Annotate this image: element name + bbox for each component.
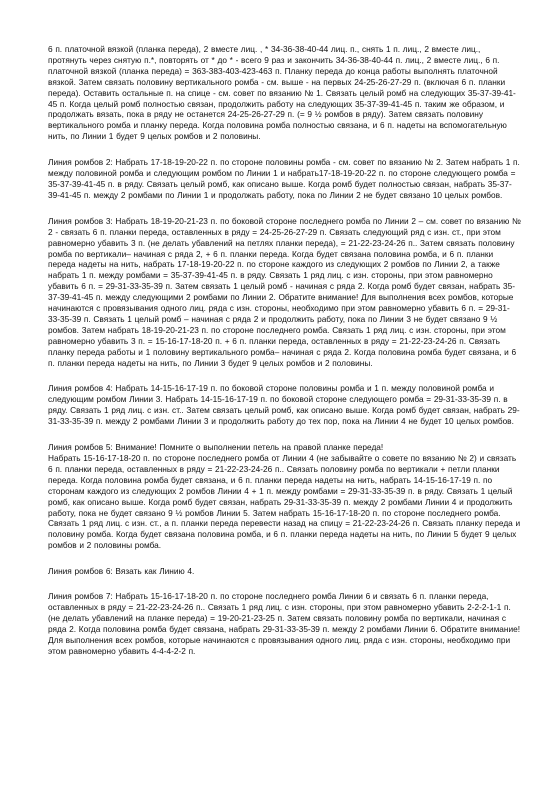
paragraph-line-7: Линия ромбов 7: Набрать 15-16-17-18-20 п. по стороне последнего ромба Линии 6 и связать 6 п. планки переда, оставленных в ряду = 21-22-23-24-26 п.. Связать 1 ряд лиц. с изн. стороны, при этом равномерно убавить 2-2-2-1-1 п. (не делать убавлений на планке переда) = 19-20-21-23-25 п. Затем связать половину ромба по вертикали, начиная с ряда 2. Когда половина ромба будет связана, набрать 29-31-33-35-39 п. между 2 ромбами Линии 6. Обратите внимание! Для выполнения всех ромбов, которые начинаются с провязывания одного лиц. ряда с изн. стороны, необходимо при этом равномерно убавить 4-4-4-2-2 п. — [48, 591, 521, 656]
paragraph-line-4: Линия ромбов 4: Набрать 14-15-16-17-19 п. по боковой стороне половины ромба и 1 п. между половиной ромба и следующим ромбом Линии 3. Набрать 14-15-16-17-19 п. по боковой стороне следующего ромба = 29-31-33-35-39 п. в ряду. Связать 1 ряд лиц. с изн. ст.. Затем связать целый ромб, как описано выше. Когда ромб будет связан, набрать 29-31-33-35-39 п. между 2 ромбами Линии 3 и продолжить работу до тех пор, пока на Линии 4 не будет 10 целых ромбов. — [48, 383, 520, 427]
paragraph-line-1: 6 п. платочной вязкой (планка переда), 2 вместе лиц. , * 34-36-38-40-44 лиц. п., снять 1 п. лиц., 2 вместе лиц., протянуть через снятую п.*, повторять от * до * - всего 9 раз и закончить 34-36-38-40-44 п. лиц., 2 вместе лиц., 6 п. платочной вязкой (планка переда) = 363-383-403-423-463 п. Планку переда до конца работы выполнять платочной вязкой. Затем связать половину вертикального ромба - см. выше - на первых 24-25-26-27-29 п. (включая 6 п. планки переда). Оставить остальные п. на спице - см. совет по вязанию № 1. Связать целый ромб на следующих 35-37-39-41-45 п. Когда целый ромб полностью связан, продолжить работу на следующих 35-37-39-41-45 п. таким же образом, и продолжать вязать, пока в ряду не останется 24-25-26-27-29 п. (= 9 ½ ромбов в ряду). Затем связать половину вертикального ромба и планку переда. Когда половина ромба полностью связана, и 6 п. надеты на вспомогательную нить, по Линии 1 будет 9 целых ромбов и 2 половины. — [48, 44, 516, 142]
paragraph-line-6: Линия ромбов 6: Вязать как Линию 4. — [48, 566, 195, 577]
paragraph-line-2: Линия ромбов 2: Набрать 17-18-19-20-22 п. по стороне половины ромба - см. совет по вязанию № 2. Затем набрать 1 п. между половиной ромба и следующим ромбом по Линии 1 и набрать17-18-19-20-22 п. по стороне следующего ромба = 35-37-39-41-45 п. в ряду. Связать целый ромб, как описано выше. Когда ромб будет полностью связан, набрать 35-37-39-41-45 п. между 2 ромбами по Линии 1 и продолжать работу, пока по Линии 2 не будет связано 10 целых ромбов. — [48, 157, 520, 200]
paragraph-line-5: Линия ромбов 5: Внимание! Помните о выполнении петель на правой планке переда! Набрать 15-16-17-18-20 п. по стороне последнего ромба от Линии 4 (не забывайте о совете по вязанию № 2) и связать 6 п. планки переда, оставленных в ряду = 21-22-23-24-26 п.. Связать половину ромба по вертикали + петли планки переда. Когда половина ромба будет связана, и 6 п. планки переда надеты на нить, набрать 14-15-16-17-19 п. по сторонам каждого из следующих 2 ромбов Линии 4 + 1 п. между ромбами = 29-31-33-35-39 п. в ряду. Связать 1 целый ромб, как описано выше. Когда ромб будет связан, набрать 29-31-33-35-39 п. между 2 ромбами Линии 4 и продолжить работу, пока не будет связано 9 ½ ромбов Линии 5. Затем набрать 15-16-17-18-20 п. по стороне последнего ромба. Связать 1 ряд лиц. с изн. ст., а п. планки переда перевести назад на спицу = 21-22-23-24-26 п. Связать планку переда и половину ромба. Когда будет связана половина ромба, и 6 п. планки переда надеты на нить, по Линии 5 будет 9 целых ромбов и 2 половины ромба. — [48, 442, 521, 551]
paragraph-line-3: Линия ромбов 3: Набрать 18-19-20-21-23 п. по боковой стороне последнего ромба по Линии 2 – см. совет по вязанию № 2 - связать 6 п. планки переда, оставленных в ряду = 24-25-26-27-29 п. Связать следующий ряд с изн. ст., при этом равномерно убавить 3 п. (не делать убавлений на петлях планки переда), = 21-22-23-24-26 п.. Затем связать половину ромба по вертикали– начиная с ряда 2, + 6 п. планки переда. Когда будет связана половина ромба, и 6 п. планки переда надеты на нить, набрать 17-18-19-20-22 п. по стороне каждого из следующих 2 ромбов по Линии 2, а также набрать 1 п. между ромбами = 35-37-39-41-45 п. в ряду. Связать 1 ряд лиц. с изн. стороны, при этом равномерно убавить 6 п. = 29-31-33-35-39 п. Затем связать 1 целый ромб - начиная с ряда 2. Когда ромб будет связан, набрать 35-37-39-41-45 п. между следующими 2 ромбами по Линии 2. Обратите внимание! Для выполнения всех ромбов, которые начинаются с провязывания одного лиц. ряда с изн. стороны, необходимо при этом равномерно убавить 6 п. = 29-31-33-35-39 п. Связать 1 целый ромб – начиная с ряда 2 и продолжить работу, пока по Линии 3 не будет связано 9 ½ ромбов. Затем набрать 18-19-20-21-23 п. по стороне последнего ромба. Связать 1 ряд лиц. с изн. стороны, при этом равномерно убавить 3 п. = 15-16-17-18-20 п. + 6 п. планки переда, оставленных в ряду = 21-22-23-24-26 п. Связать планку переда работы и 1 половину вертикального ромба– начиная с ряда 2. Когда половина ромба будет связана, и 6 п. планки переда надеты на нить, по Линии 3 будет 9 целых ромбов и 2 половины. — [48, 215, 521, 368]
